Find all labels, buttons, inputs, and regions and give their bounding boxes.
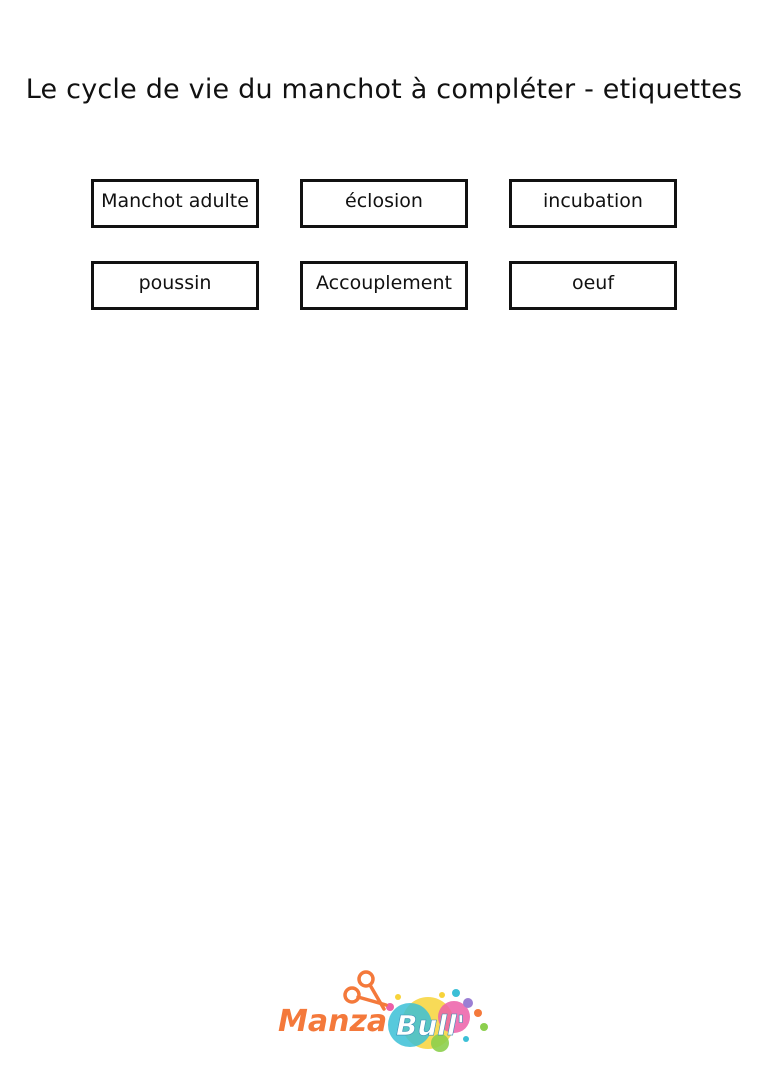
labels-grid: [91, 179, 677, 310]
label-text: Manchot adulte: [101, 189, 249, 212]
label-card-oeuf: [509, 261, 677, 310]
bubble-dot: [474, 1009, 482, 1017]
bubble-dot: [480, 1023, 488, 1031]
label-card-incubation: [509, 179, 677, 228]
label-text: oeuf: [571, 271, 615, 294]
label-card-poussin: [91, 261, 259, 310]
label-text: poussin: [138, 271, 212, 294]
bubble-dot: [439, 992, 445, 998]
label-card-accouplement: [300, 261, 468, 310]
label-text: incubation: [543, 189, 643, 212]
page-title: Le cycle de vie du manchot à compléter - etiquettes: [25, 74, 743, 105]
logo-text-bull: Bull': [396, 1009, 466, 1042]
manzabull-logo: [270, 965, 500, 1055]
bubble-dot: [395, 994, 401, 1000]
logo-text-manza: Manza: [278, 1004, 388, 1039]
bubble-dot: [463, 998, 473, 1008]
bubble-dot: [452, 989, 460, 997]
label-text: Accouplement: [316, 271, 452, 294]
label-card-eclosion: [300, 179, 468, 228]
label-text: éclosion: [345, 189, 423, 212]
label-card-manchot-adulte: [91, 179, 259, 228]
